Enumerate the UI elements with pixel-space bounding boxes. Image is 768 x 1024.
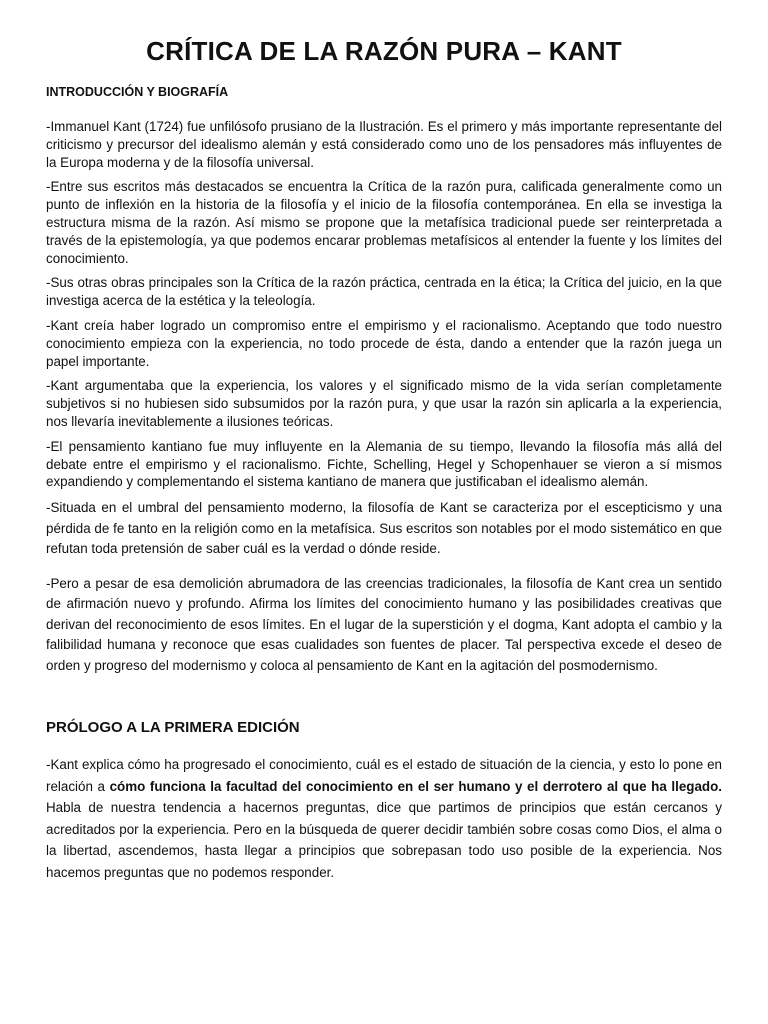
document-title: CRÍTICA DE LA RAZÓN PURA – KANT xyxy=(146,36,622,66)
paragraph: -Kant argumentaba que la experiencia, los valores y el significado mismo de la vida serían completamente subjetivos si no hubiesen sido subsumidos por la razón pura, y que usar la razón sin aplicarla a la experiencia, nos llevaría inevitablemente a ilusiones teóricas. xyxy=(46,378,722,429)
paragraph-prologo xyxy=(46,754,722,883)
paragraph: -Immanuel Kant (1724) fue unfilósofo prusiano de la Ilustración. Es el primero y más importante representante del criticismo y precursor del idealismo alemán y está considerado como uno de los pensadores más influyentes de la Europa moderna y de la filosofía universal. xyxy=(46,119,722,170)
section-heading-introduccion: INTRODUCCIÓN Y BIOGRAFÍA xyxy=(46,85,229,99)
paragraph: -Sus otras obras principales son la Crítica de la razón práctica, centrada en la ética; la Crítica del juicio, en la que investiga acerca de la estética y la teleología. xyxy=(46,275,722,309)
prologue-text: -Kant explica cómo ha progresado el conocimiento, cuál es el estado de situación de la ciencia, y esto lo pone en relación a xyxy=(46,757,722,794)
prologue-text-continued: Habla de nuestra tendencia a hacernos preguntas, dice que partimos de principios que están cercanos y acreditados por la experiencia. Pero en la búsqueda de querer decidir también sobre cosas como Dios, el alma o la libertad, ascendemos, hasta llegar a principios que sobrepasan todo uso posible de la experiencia. Nos hacemos preguntas que no podemos responder. xyxy=(46,800,722,880)
paragraph: -Entre sus escritos más destacados se encuentra la Crítica de la razón pura, calificada generalmente como un punto de inflexión en la historia de la filosofía y el inicio de la filosofía contemporánea. En ella se investiga la estructura misma de la razón. Así mismo se propone que la metafísica tradicional puede ser reinterpretada a través de la epistemología, ya que podemos encarar problemas metafísicos al entender la fuente y los límites del conocimiento. xyxy=(46,179,722,266)
prologue-bold-text: cómo funciona la facultad del conocimiento en el ser humano y el derrotero al que ha llegado. xyxy=(109,778,722,794)
paragraph: -Kant creía haber logrado un compromiso entre el empirismo y el racionalismo. Aceptando que todo nuestro conocimiento empieza con la experiencia, no todo procede de ésta, dando a entender que la razón juega un papel importante. xyxy=(46,317,722,369)
paragraph: -El pensamiento kantiano fue muy influyente en la Alemania de su tiempo, llevando la filosofía más allá del debate entre el empirismo y el racionalismo. Fichte, Schelling, Hegel y Schopenhauer se vieron a sí mismos expandiendo y complementando el sistema kantiano de manera que justificaban el idealismo alemán. xyxy=(46,438,722,490)
paragraph: -Pero a pesar de esa demolición abrumadora de las creencias tradicionales, la filosofía de Kant crea un sentido de afirmación nuevo y profundo. Afirma los límites del conocimiento humano y las posibilidades creativas que derivan del reconocimiento de esos límites. En el lugar de la superstición y el dogma, Kant adopta el cambio y la falibilidad humana y reconoce que esas cualidades son fuentes de placer. Tal perspectiva excede el deseo de orden y progreso del modernismo y coloca al pensamiento de Kant en la agitación del posmodernismo. xyxy=(46,575,722,673)
paragraph: -Situada en el umbral del pensamiento moderno, la filosofía de Kant se caracteriza por el escepticismo y una pérdida de fe tanto en la religión como en la metafísica. Sus escritos son notables por el modo sistemático en que refutan toda pretensión de saber cuál es la verdad o dónde reside. xyxy=(46,500,722,557)
section-heading-prologo: PRÓLOGO A LA PRIMERA EDICIÓN xyxy=(46,719,300,737)
section-body-introduccion xyxy=(46,118,722,676)
